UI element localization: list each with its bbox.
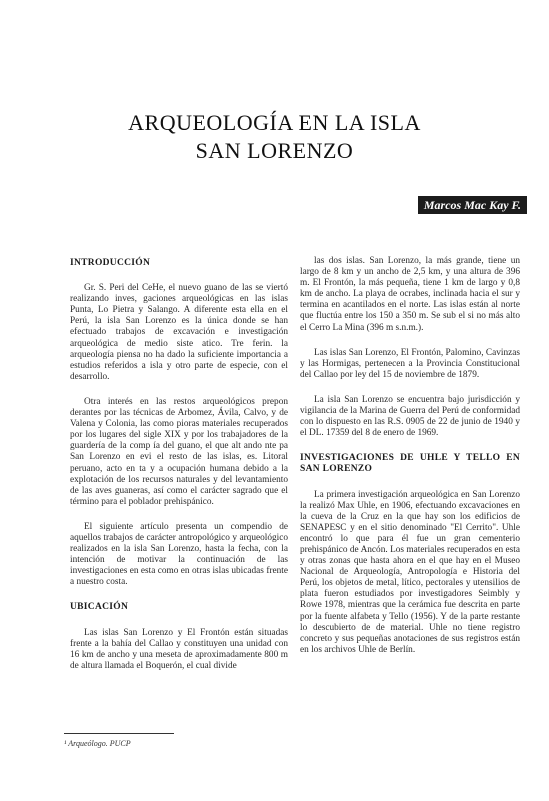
paragraph: Las islas San Lorenzo, El Frontón, Palomino, Cavinzas y las Hormigas, pertenecen a la Provincia Constitucional del Callao por ley del 15 de noviembre de 1879.	[300, 347, 520, 380]
right-column	[300, 256, 520, 670]
footnote-divider	[64, 733, 174, 734]
left-column	[70, 258, 288, 686]
section-heading-uhle-tello: INVESTIGACIONES DE UHLE Y TELLO EN SAN LORENZO	[300, 453, 520, 475]
paragraph: La isla San Lorenzo se encuentra bajo jurisdicción y vigilancia de la Marina de Guerra del Perú de conformidad con lo dispuesto en las R.S. 0905 de 22 de junio de 1940 y el DL. 17359 del 8 de enero de 1969.	[300, 394, 520, 439]
paragraph: La primera investigación arqueológica en San Lorenzo la realizó Max Uhle, en 1906, efectuando excavaciones en la cueva de la Cruz en la que hay son los edificios de SENAPESC y en el sitio denominado "El Cerrito". Uhle encontró lo que para él fue un gran cementerio prehispánico de Ancón. Los materiales recuperados en esta y otras zonas que hasta ahora en el que hay en el Museo Nacional de Arqueología, Antropología e Historia del Perú, los objetos de metal, lítico, pectorales y utensilios de plata fueron estudiados por investigadores Seimbly y Rowe 1978, mientras que la cerámica fue descrita en parte por la fuente alfabeta y Tello (1956). Y de la parte restante lo descubierto de de material. Uhle no tiene registro concreto y sus pequeñas anotaciones de sus registros están en los archivos Uhle de Berlín.	[300, 489, 520, 655]
paragraph: Gr. S. Peri del CeHe, el nuevo guano de las se viertó realizando inves, gaciones arqueológicas en las islas Punta, Lo Pietra y Salango. A diferente esta ella en el Perú, la isla San Lorenzo es la única donde se han efectuado trabajos de excavación e investigación arqueológica de medio siste atico. Tre ferin. la arqueología piensa no ha dado la suficiente importancia a estudios referidos a isla y otro parte de especie, con el desarrollo.	[70, 283, 288, 382]
paragraph: El siguiente artículo presenta un compendio de aquellos trabajos de carácter antropológico y arqueológico realizados en la isla San Lorenzo, hasta la fecha, con la intención de motivar la continuación de las investigaciones en esta como en otras islas ubicadas frente a nuestro costa.	[70, 521, 288, 588]
footnote: ¹ Arqueólogo. PUCP	[64, 739, 131, 748]
paragraph: las dos islas. San Lorenzo, la más grande, tiene un largo de 8 km y un ancho de 2,5 km, y una altura de 396 m. El Frontón, la más pequeña, tiene 1 km de largo y 0,8 km de ancho. La playa de ocrabes, inclinada hacia el sur y termina en acantilados en el norte. Las islas están al norte que fluctúa entre los 150 a 350 m. Se sub el si no más alto el Cerro La Mina (396 m s.n.m.).	[300, 256, 520, 333]
author-badge: Marcos Mac Kay F.	[418, 196, 527, 214]
article-title-line-1: ARQUEOLOGÍA EN LA ISLA	[128, 110, 421, 135]
paragraph: Otra interés en las restos arqueológicos prepon derantes por las técnicas de Arbomez, Ávila, Calvo, y de Valena y Colonia, las como pioras materiales recuperados por los lugares del sigle XIX y por los trabajadores de la guardería de la comp ía del guano, el que alt ando nte pa San Lorenzo en evi el resto de las islas, es. Litoral peruano, acto en ta y a ocupación humana debido a la explotación de los recursos naturales y del levantamiento de las aves guaneras, así como el carácter sagrado que el término para el poblador prehispánico.	[70, 396, 288, 507]
article-title-line-2: SAN LORENZO	[195, 138, 354, 163]
section-heading-location: UBICACIÓN	[70, 602, 129, 613]
paragraph: Las islas San Lorenzo y El Frontón están situadas frente a la bahía del Callao y constituyen una unidad con 16 km de ancho y una meseta de aproximadamente 800 m de altura llamada el Boquerón, el cual divide	[70, 627, 288, 671]
section-heading-introduction: INTRODUCCIÓN	[70, 258, 151, 268]
